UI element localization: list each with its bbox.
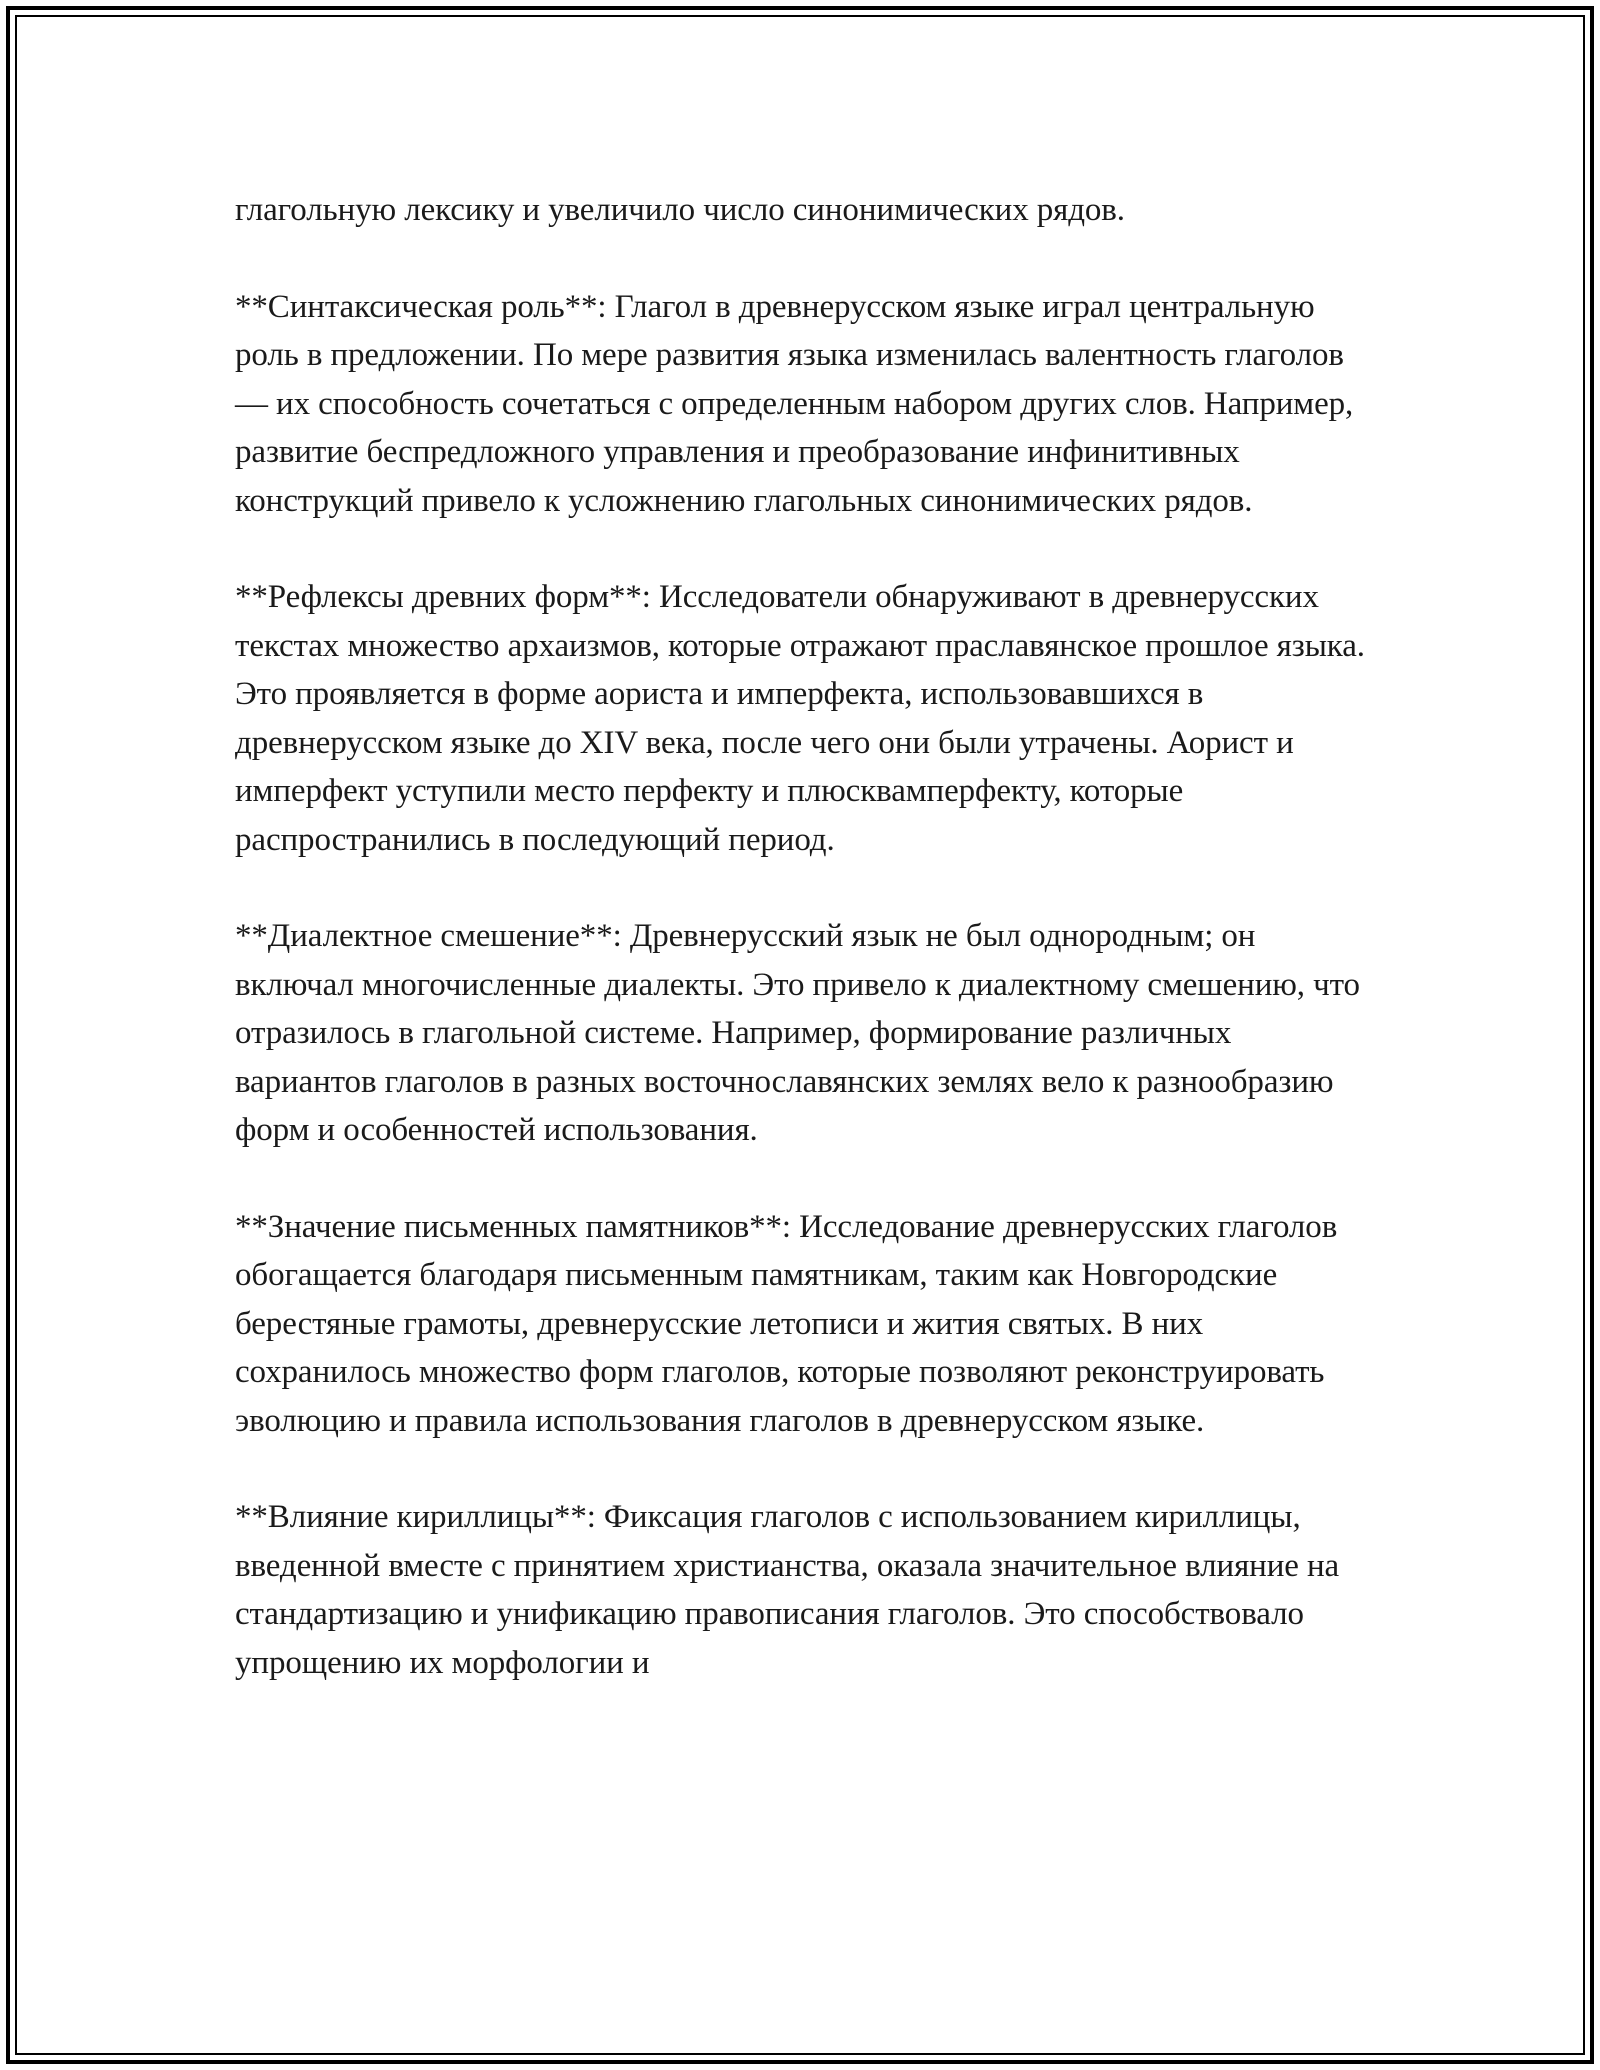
paragraph-cyrillic-influence: **Влияние кириллицы**: Фиксация глаголов с использованием кириллицы, введенной вместе с принятием христианства, оказала значительное влияние на стандартизацию и унификацию правописания глаголов. Это способствовало упрощению их морфологии и <box>235 1499 1340 1681</box>
paragraph-syntactic-role: **Синтаксическая роль**: Глагол в древнерусском языке играл центральную роль в предложении. По мере развития языка изменилась валентность глаголов — их способность сочетаться с определенным набором других слов. Например, развитие беспредложного управления и преобразование инфинитивных конструкций привело к усложнению глагольных синонимических рядов. <box>235 288 1354 519</box>
paragraph-ancient-forms: **Рефлексы древних форм**: Исследователи обнаруживают в древнерусских текстах множество архаизмов, которые отражают праславянское прошлое языка. Это проявляется в форме аориста и имперфекта, использовавшихся в древнерусском языке до XIV века, после чего они были утрачены. Аорист и имперфект уступили место перфекту и плюсквамперфекту, которые распространились в последующий период. <box>235 579 1365 858</box>
paragraph-written-monuments: **Значение письменных памятников**: Исследование древнерусских глаголов обогащается благодаря письменным памятникам, таким как Новгородские берестяные грамоты, древнерусские летописи и жития святых. В них сохранилось множество форм глаголов, которые позволяют реконструировать эволюцию и правила использования глаголов в древнерусском языке. <box>235 1208 1338 1439</box>
paragraph-dialect-mixing: **Диалектное смешение**: Древнерусский язык не был однородным; он включал многочисленные диалекты. Это привело к диалектному смешению, что отразилось в глагольной системе. Например, формирование различных вариантов глаголов в разных восточнославянских землях вело к разнообразию форм и особенностей использования. <box>235 918 1360 1148</box>
document-body <box>235 186 1375 1735</box>
paragraph-continuation: глагольную лексику и увеличило число синонимических рядов. <box>235 192 1125 228</box>
